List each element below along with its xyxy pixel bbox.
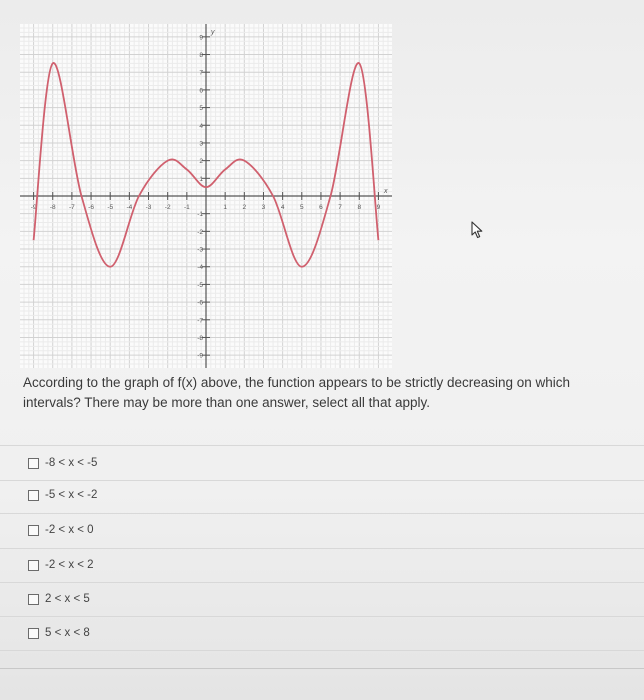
y-tick-label: -5 <box>197 281 203 289</box>
x-tick-label: -1 <box>183 204 190 211</box>
option-row[interactable] <box>28 591 90 607</box>
option-label: 2 < x < 5 <box>45 593 90 605</box>
option-checkbox[interactable] <box>28 560 39 571</box>
option-row[interactable] <box>28 455 97 471</box>
x-tick-label: -4 <box>126 204 133 211</box>
y-tick-label: -8 <box>197 334 203 342</box>
y-tick-label: 8 <box>199 52 203 60</box>
y-tick-label: 3 <box>199 140 203 148</box>
option-checkbox[interactable] <box>28 594 39 605</box>
x-tick-label: 1 <box>223 204 227 211</box>
y-axis-label: y <box>211 29 215 36</box>
x-tick-label: 7 <box>338 204 342 211</box>
option-label: -8 < x < -5 <box>45 457 98 469</box>
option-checkbox[interactable] <box>28 628 39 639</box>
divider-line <box>0 616 644 617</box>
y-tick-label: 2 <box>199 158 203 166</box>
x-axis-label: x <box>384 188 388 195</box>
mouse-pointer-icon <box>471 221 485 239</box>
x-tick-label: 2 <box>242 204 247 211</box>
x-tick-label: 9 <box>376 204 381 211</box>
x-tick-label: 5 <box>299 204 304 211</box>
y-tick-label: -6 <box>197 299 203 307</box>
option-checkbox[interactable] <box>28 490 39 501</box>
y-tick-label: 5 <box>199 105 203 113</box>
divider-line <box>0 668 644 669</box>
option-row[interactable] <box>28 487 97 503</box>
divider-line <box>0 548 644 549</box>
option-checkbox[interactable] <box>28 525 39 536</box>
function-graph <box>20 24 392 368</box>
x-tick-label: -6 <box>88 204 94 211</box>
question-text: According to the graph of f(x) above, the function appears to be strictly decreasing on which intervals? There may be more than one answer, select all that apply. <box>23 375 571 410</box>
option-label: -5 < x < -2 <box>45 489 98 501</box>
y-tick-label: 7 <box>199 69 203 77</box>
x-tick-label: -2 <box>164 204 171 211</box>
x-tick-label: -5 <box>107 204 114 211</box>
divider-line <box>0 480 644 481</box>
y-tick-label: -2 <box>197 228 203 236</box>
x-tick-label: 3 <box>261 204 266 211</box>
y-tick-label: 6 <box>199 87 203 95</box>
x-tick-label: 8 <box>357 204 362 211</box>
y-tick-label: -7 <box>197 317 203 325</box>
y-tick-label: -1 <box>197 211 203 219</box>
x-tick-label: -7 <box>69 204 75 211</box>
option-checkbox[interactable] <box>28 458 39 469</box>
divider-line <box>0 513 644 514</box>
y-tick-label: -3 <box>197 246 203 254</box>
divider-line <box>0 650 644 651</box>
option-row[interactable] <box>28 522 94 538</box>
x-tick-label: 6 <box>319 204 323 211</box>
y-tick-label: 9 <box>199 34 203 42</box>
x-tick-label: -3 <box>145 204 152 211</box>
y-tick-label: 4 <box>199 122 203 130</box>
x-tick-label: -8 <box>49 204 56 211</box>
option-label: -2 < x < 2 <box>45 559 94 571</box>
x-tick-label: -9 <box>30 204 37 211</box>
y-tick-label: -4 <box>197 264 203 272</box>
divider-line <box>0 582 644 583</box>
option-row[interactable] <box>28 557 94 573</box>
option-label: 5 < x < 8 <box>45 627 90 639</box>
x-tick-label: 4 <box>280 204 285 211</box>
option-label: -2 < x < 0 <box>45 524 94 536</box>
option-row[interactable] <box>28 625 90 641</box>
divider-line <box>0 445 644 446</box>
y-tick-label: -9 <box>197 352 203 360</box>
y-tick-label: 1 <box>199 175 203 183</box>
